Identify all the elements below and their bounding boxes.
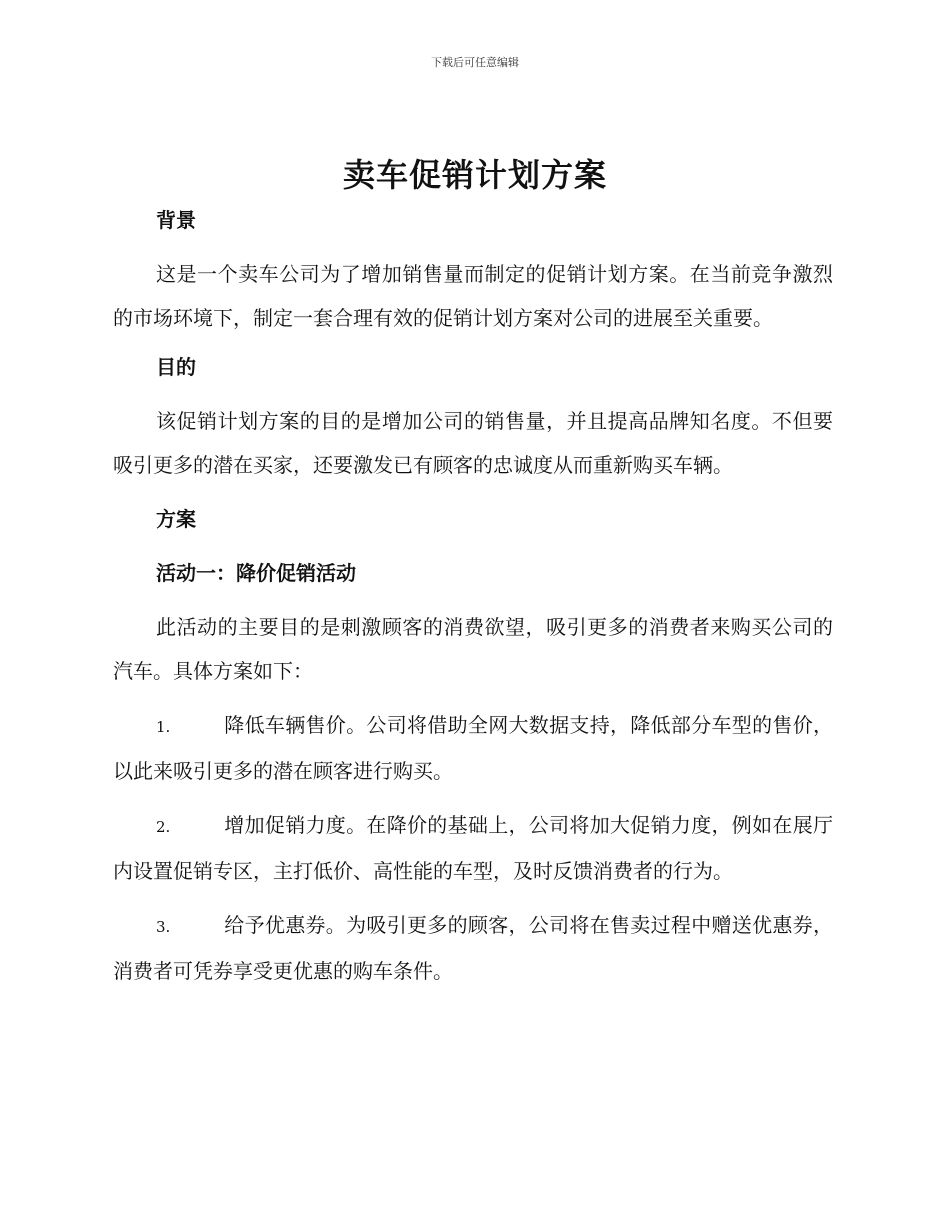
list-item: [113, 903, 833, 993]
section-heading-activity1: 活动一：降价促销活动: [156, 561, 356, 585]
section-heading-plan: 方案: [156, 507, 196, 531]
list-item-text: 降低车辆售价。公司将借助全网大数据支持，降低部分车型的售价，以此来吸引更多的潜在顾客进行购买。: [113, 713, 833, 783]
list-item-number: 2.: [156, 818, 171, 836]
section-heading-goal: 目的: [156, 355, 196, 379]
document-body: [113, 198, 833, 993]
page-header-note: 下载后可任意编辑: [431, 56, 519, 69]
document-title: 卖车促销计划方案: [342, 156, 607, 194]
list-item-text: 给予优惠券。为吸引更多的顾客，公司将在售卖过程中赠送优惠券，消费者可凭券享受更优惠的购车条件。: [113, 913, 833, 983]
list-item-text: 增加促销力度。在降价的基础上，公司将加大促销力度，例如在展厅内设置促销专区，主打低价、高性能的车型，及时反馈消费者的行为。: [113, 813, 833, 883]
list-item: [113, 703, 833, 793]
paragraph-background: 这是一个卖车公司为了增加销售量而制定的促销计划方案。在当前竞争激烈的市场环境下，制定一套合理有效的促销计划方案对公司的进展至关重要。: [113, 262, 833, 330]
list-item-number: 1.: [156, 718, 171, 736]
paragraph-goal: 该促销计划方案的目的是增加公司的销售量，并且提高品牌知名度。不但要吸引更多的潜在买家，还要激发已有顾客的忠诚度从而重新购买车辆。: [113, 409, 833, 477]
list-item-number: 3.: [156, 918, 171, 936]
list-item: [113, 803, 833, 893]
paragraph-activity1-intro: 此活动的主要目的是刺激顾客的消费欲望，吸引更多的消费者来购买公司的汽车。具体方案如下：: [113, 615, 833, 683]
section-heading-background: 背景: [156, 208, 196, 232]
